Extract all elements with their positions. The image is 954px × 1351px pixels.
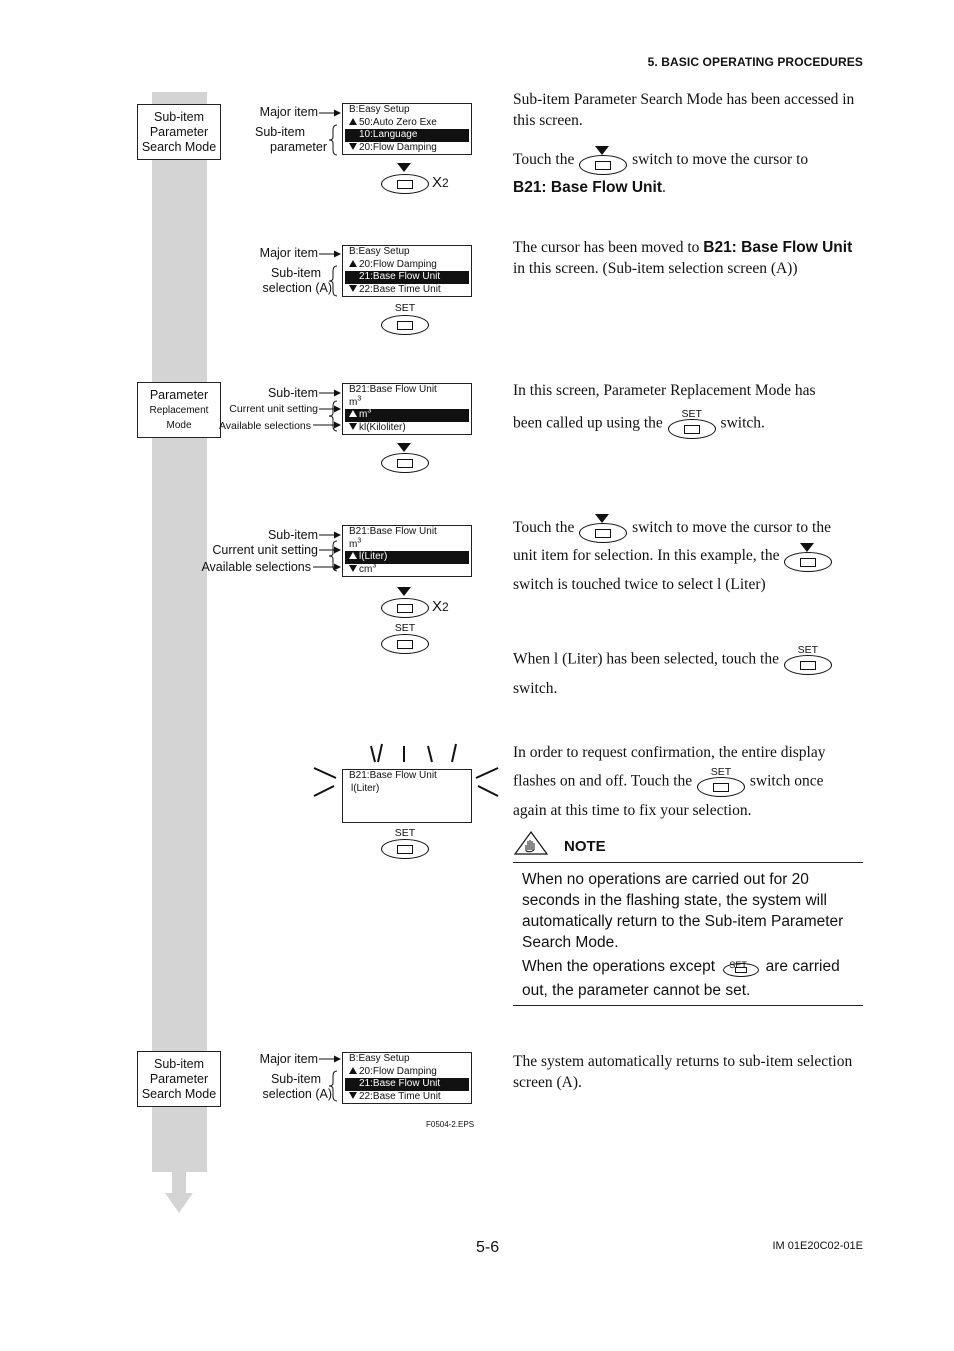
paragraph-5 — [513, 514, 863, 598]
down-arrow-icon — [397, 587, 411, 596]
set-switch-button[interactable] — [381, 315, 429, 335]
lcd-line-selected: 10:Language — [345, 129, 469, 142]
lcd-line-selected: 21:Base Flow Unit — [345, 1078, 469, 1091]
note-bottom-rule — [513, 1005, 863, 1006]
times-x: X — [432, 174, 443, 191]
lcd-line-selected — [345, 551, 469, 564]
down-arrow-icon — [397, 443, 411, 452]
inline-set-switch-icon: SET — [667, 409, 717, 439]
para-text: Touch the — [513, 519, 575, 536]
mode-line: Sub-item — [153, 109, 205, 124]
lcd-line — [343, 539, 471, 552]
down-triangle-icon — [349, 565, 357, 572]
lcd-text: 50:Auto Zero Exe — [359, 116, 437, 128]
lcd-line — [343, 259, 471, 272]
note-top-rule — [513, 862, 863, 863]
label-sub-item: Sub-item — [267, 528, 318, 542]
paragraph-2 — [513, 146, 863, 201]
mode-line: Search Mode — [141, 1086, 217, 1101]
down-switch-button[interactable] — [381, 453, 429, 473]
lcd-line: B21:Base Flow Unit — [349, 526, 437, 537]
paragraph-6 — [513, 645, 863, 702]
label-major-item: Major item — [259, 246, 318, 260]
label-sub-item: Sub-item — [267, 386, 318, 400]
up-triangle-icon — [349, 1067, 357, 1074]
para-text: In order to request confirmation, the entire display — [513, 744, 826, 761]
lcd-screen-6 — [342, 1052, 472, 1104]
switch-inner-icon — [397, 845, 413, 854]
paragraph-4 — [513, 380, 863, 439]
lcd-screen-4 — [342, 525, 472, 577]
lcd-line — [343, 142, 471, 155]
set-label: SET — [394, 302, 416, 314]
lcd-line: B21:Base Flow Unit — [349, 384, 437, 395]
label-sub-item: Sub-item — [270, 266, 321, 280]
para-text: unit item for selection. In this example, the — [513, 547, 780, 565]
switch-inner-icon — [397, 640, 413, 649]
down-arrow-icon — [397, 163, 411, 172]
lcd-screen-5 — [342, 769, 472, 823]
para-text: switch. — [720, 414, 765, 432]
switch-inner-icon — [397, 180, 413, 189]
label-available-selections: Available selections — [201, 560, 311, 574]
lcd-text: l(Liter) — [359, 551, 388, 562]
lcd-text: 20:Flow Damping — [359, 258, 437, 270]
paragraph-3 — [513, 237, 863, 279]
mode-line: Parameter — [149, 387, 209, 402]
para-text: switch. — [513, 680, 558, 697]
times-x: X — [432, 598, 443, 615]
para-text: When l (Liter) has been selected, touch the — [513, 650, 779, 668]
down-triangle-icon — [349, 423, 357, 430]
down-triangle-icon — [349, 143, 357, 150]
para-bold: B21: Base Flow Unit — [513, 179, 662, 197]
paragraph-7 — [513, 739, 863, 825]
lcd-line-selected: 21:Base Flow Unit — [345, 271, 469, 284]
lcd-line — [343, 117, 471, 130]
note-paragraph-2 — [522, 955, 864, 1003]
label-parameter: parameter — [270, 140, 327, 154]
set-switch-button[interactable] — [381, 634, 429, 654]
caution-hand-icon — [514, 831, 548, 855]
para-line — [513, 767, 863, 797]
set-switch-button[interactable] — [381, 839, 429, 859]
mode-line: Parameter — [149, 124, 209, 139]
para-text: are carried — [765, 958, 840, 976]
para-line — [513, 409, 863, 439]
label-available-selections: Available selections — [218, 420, 311, 432]
label-selection-a: selection (A) — [262, 1087, 332, 1101]
lcd-screen-1 — [342, 103, 472, 155]
para-text: out, the parameter cannot be set. — [522, 982, 751, 1000]
lcd-line — [343, 1066, 471, 1079]
lcd-line-selected — [345, 409, 469, 422]
lcd-line — [343, 397, 471, 410]
down-switch-button[interactable] — [381, 598, 429, 618]
inline-set-switch-icon: SET — [783, 645, 833, 675]
lcd-text: 22:Base Time Unit — [359, 1090, 441, 1102]
note-title: NOTE — [564, 838, 606, 855]
label-major-item: Major item — [259, 1052, 318, 1066]
para-text: switch once — [749, 772, 824, 790]
inline-set-switch-icon: SET — [696, 767, 746, 797]
label-current-unit-setting: Current unit setting — [212, 543, 318, 557]
lcd-text: 20:Flow Damping — [359, 1065, 437, 1077]
para-text: again at this time to fix your selection. — [513, 802, 752, 819]
mode-line: Sub-item — [153, 1056, 205, 1071]
paragraph-8: The system automatically returns to sub-item selection screen (A). — [513, 1053, 853, 1091]
para-text: switch is touched twice to select l (Liter) — [513, 575, 766, 593]
mode-line: Parameter — [149, 1071, 209, 1086]
lcd-text: cm — [359, 563, 373, 575]
lcd-line: l(Liter) — [351, 782, 380, 794]
up-triangle-icon — [349, 118, 357, 125]
para-text: When the operations except — [522, 958, 716, 976]
set-label: SET — [394, 622, 416, 634]
lcd-text: m — [359, 409, 368, 420]
times-n: 2 — [442, 176, 449, 190]
lcd-line: B:Easy Setup — [349, 104, 410, 115]
inline-down-switch-icon — [578, 146, 628, 174]
document-id: IM 01E20C02-01E — [772, 1240, 863, 1252]
lcd-text: m — [349, 538, 358, 550]
lcd-text: 20:Flow Damping — [359, 141, 437, 153]
inline-down-switch-icon — [578, 514, 628, 542]
down-triangle-icon — [349, 285, 357, 292]
switch-inner-icon — [397, 321, 413, 330]
lcd-line: B:Easy Setup — [349, 246, 410, 257]
para-text: . — [662, 179, 666, 197]
mode-line: Search Mode — [141, 139, 217, 154]
lcd-line: B:Easy Setup — [349, 1053, 410, 1064]
figure-id: F0504-2.EPS — [426, 1120, 475, 1129]
label-current-unit-setting: Current unit setting — [229, 403, 318, 415]
note-paragraph-1: When no operations are carried out for 20 seconds in the flashing state, the system will automatically return to the Sub-item Parameter Search Mode. — [522, 871, 844, 951]
para-text: in this screen. (Sub-item selection screen (A)) — [513, 260, 798, 277]
section-header: 5. BASIC OPERATING PROCEDURES — [647, 55, 863, 69]
inline-set-switch-icon: SET — [719, 955, 761, 979]
label-sub-item: Sub-item — [270, 1072, 321, 1086]
up-triangle-icon — [349, 410, 357, 417]
mode-line: Replacement Mode — [149, 404, 209, 431]
label-sub-item: Sub-item — [254, 125, 306, 139]
para-text: flashes on and off. Touch the — [513, 772, 693, 790]
para-text: switch to move the cursor to — [632, 151, 809, 168]
down-switch-button[interactable] — [381, 174, 429, 194]
page-number: 5-6 — [476, 1239, 500, 1256]
label-selection-a: selection (A) — [262, 281, 332, 295]
lcd-screen-2 — [342, 245, 472, 297]
lcd-line — [343, 564, 471, 577]
lcd-line — [343, 284, 471, 297]
lcd-text: kl(Kiloliter) — [359, 421, 406, 433]
set-label: SET — [394, 827, 416, 839]
label-major-item: Major item — [259, 105, 318, 119]
switch-inner-icon — [397, 459, 413, 468]
up-triangle-icon — [349, 260, 357, 267]
times-two-label — [432, 174, 449, 191]
times-two-label — [432, 598, 449, 615]
up-triangle-icon — [349, 552, 357, 559]
inline-down-switch-icon — [783, 543, 833, 571]
times-n: 2 — [442, 600, 449, 614]
lcd-line — [343, 1091, 471, 1104]
lcd-text: m — [349, 396, 358, 408]
down-triangle-icon — [349, 1092, 357, 1099]
lcd-text: 22:Base Time Unit — [359, 283, 441, 295]
lcd-screen-3 — [342, 383, 472, 435]
lcd-sup: 3 — [357, 395, 362, 403]
para-text: The cursor has been moved to — [513, 239, 704, 256]
lcd-sup: 3 — [367, 407, 372, 415]
para-text: In this screen, Parameter Replacement Mode has — [513, 382, 816, 399]
para-text: switch to move the cursor to the — [632, 519, 831, 536]
lcd-line: B21:Base Flow Unit — [349, 770, 437, 781]
paragraph-1: Sub-item Parameter Search Mode has been accessed in this screen. — [513, 91, 855, 129]
lcd-sup: 3 — [372, 562, 377, 570]
lcd-sup: 3 — [357, 537, 362, 545]
switch-inner-icon — [397, 604, 413, 613]
lcd-line — [343, 422, 471, 435]
para-text: Touch the — [513, 151, 575, 168]
para-text: been called up using the — [513, 414, 663, 432]
para-bold: B21: Base Flow Unit — [703, 239, 853, 256]
